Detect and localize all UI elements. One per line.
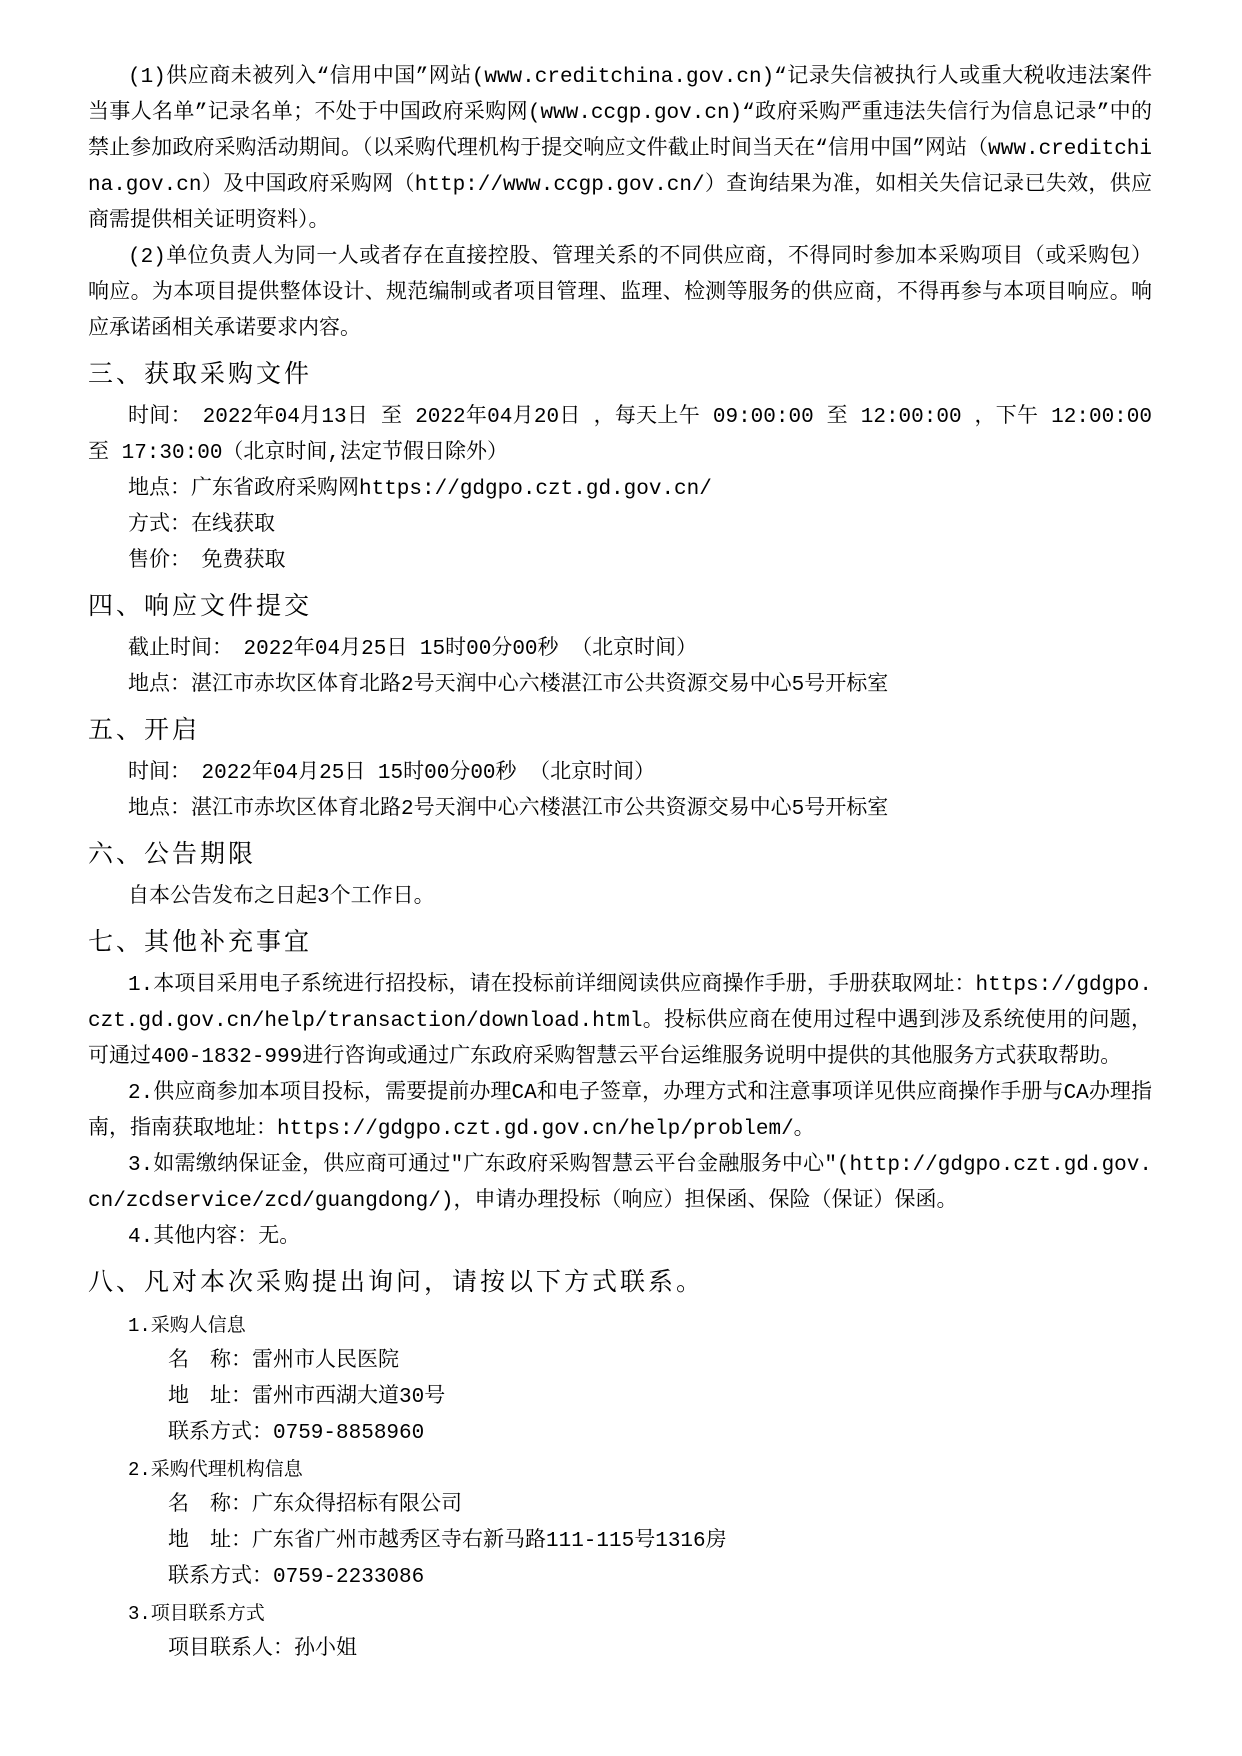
agency-name-line: 名 称：广东众得招标有限公司 <box>168 1494 462 1517</box>
purchaser-name-line: 名 称：雷州市人民医院 <box>168 1350 399 1373</box>
obtain-method-line: 方式：在线获取 <box>128 514 275 537</box>
purchaser-info-label: 1.采购人信息 <box>128 1315 246 1337</box>
announcement-duration-line: 自本公告发布之日起3个工作日。 <box>128 886 435 909</box>
section-3-heading-obtain-documents: 三、获取采购文件 <box>88 361 313 388</box>
section-6-heading-announcement-period: 六、公告期限 <box>88 841 257 868</box>
section-8-heading-contact-methods: 八、凡对本次采购提出询问，请按以下方式联系。 <box>88 1269 705 1296</box>
intro-paragraph-principal-restriction: (2)单位负责人为同一人或者存在直接控股、管理关系的不同供应商，不得同时参加本采购项目（或采购包）响应。为本项目提供整体设计、规范编制或者项目管理、监理、检测等服务的供应商，不得再参与本项目响应。响应承诺函相关承诺要求内容。 <box>88 246 1152 341</box>
submit-deadline-line: 截止时间： 2022年04月25日 15时00分00秒 （北京时间） <box>128 638 698 661</box>
opening-time-line: 时间： 2022年04月25日 15时00分00秒 （北京时间） <box>128 762 656 785</box>
obtain-price-line: 售价： 免费获取 <box>128 550 286 573</box>
obtain-time-line: 时间： 2022年04月13日 至 2022年04月20日 ，每天上午 09:00:00 至 12:00:00 ，下午 12:00:00 至 17:30:00（北京时间,法定节假日除外） <box>88 406 1152 465</box>
agency-info-label: 2.采购代理机构信息 <box>128 1459 303 1481</box>
project-contact-person-line: 项目联系人：孙小姐 <box>168 1638 357 1661</box>
intro-paragraph-credit-requirement: (1)供应商未被列入“信用中国”网站(www.creditchina.gov.cn)“记录失信被执行人或重大税收违法案件当事人名单”记录名单；不处于中国政府采购网(www.ccgp.gov.cn)“政府采购严重违法失信行为信息记录”中的禁止参加政府采购活动期间。（以采购代理机构于提交响应文件截止时间当天在“信用中国”网站（www.creditchina.gov.cn）及中国政府采购网（http://www.ccgp.gov.cn/）查询结果为准，如相关失信记录已失效，供应商需提供相关证明资料）。 <box>88 66 1152 233</box>
purchaser-phone-line: 联系方式：0759-8858960 <box>168 1422 425 1445</box>
opening-location-line: 地点：湛江市赤坎区体育北路2号天润中心六楼湛江市公共资源交易中心5号开标室 <box>128 798 889 821</box>
supplementary-item-other-content: 4.其他内容：无。 <box>128 1226 301 1249</box>
supplementary-item-e-bidding: 1.本项目采用电子系统进行招投标，请在投标前详细阅读供应商操作手册，手册获取网址：https://gdgpo.czt.gd.gov.cn/help/transaction/download.html。投标供应商在使用过程中遇到涉及系统使用的问题，可通过400-1832-999进行咨询或通过广东政府采购智慧云平台运维服务说明中提供的其他服务方式获取帮助。 <box>88 974 1152 1069</box>
obtain-location-line: 地点：广东省政府采购网https://gdgpo.czt.gd.gov.cn/ <box>128 478 712 501</box>
project-contact-label: 3.项目联系方式 <box>128 1603 265 1625</box>
submit-location-line: 地点：湛江市赤坎区体育北路2号天润中心六楼湛江市公共资源交易中心5号开标室 <box>128 674 889 697</box>
supplementary-item-deposit-guarantee: 3.如需缴纳保证金，供应商可通过"广东政府采购智慧云平台金融服务中心"(http://gdgpo.czt.gd.gov.cn/zcdservice/zcd/guangdong/)，申请办理投标（响应）担保函、保险（保证）保函。 <box>88 1154 1152 1213</box>
agency-phone-line: 联系方式：0759-2233086 <box>168 1566 425 1589</box>
agency-address-line: 地 址：广东省广州市越秀区寺右新马路111-115号1316房 <box>168 1530 727 1553</box>
section-4-heading-submit-response: 四、响应文件提交 <box>88 593 313 620</box>
supplementary-item-ca-signature: 2.供应商参加本项目投标，需要提前办理CA和电子签章，办理方式和注意事项详见供应商操作手册与CA办理指南，指南获取地址：https://gdgpo.czt.gd.gov.cn/help/problem/。 <box>88 1082 1152 1141</box>
section-7-heading-supplementary-matters: 七、其他补充事宜 <box>88 929 313 956</box>
purchaser-address-line: 地 址：雷州市西湖大道30号 <box>168 1386 446 1409</box>
section-5-heading-opening: 五、开启 <box>88 717 201 744</box>
